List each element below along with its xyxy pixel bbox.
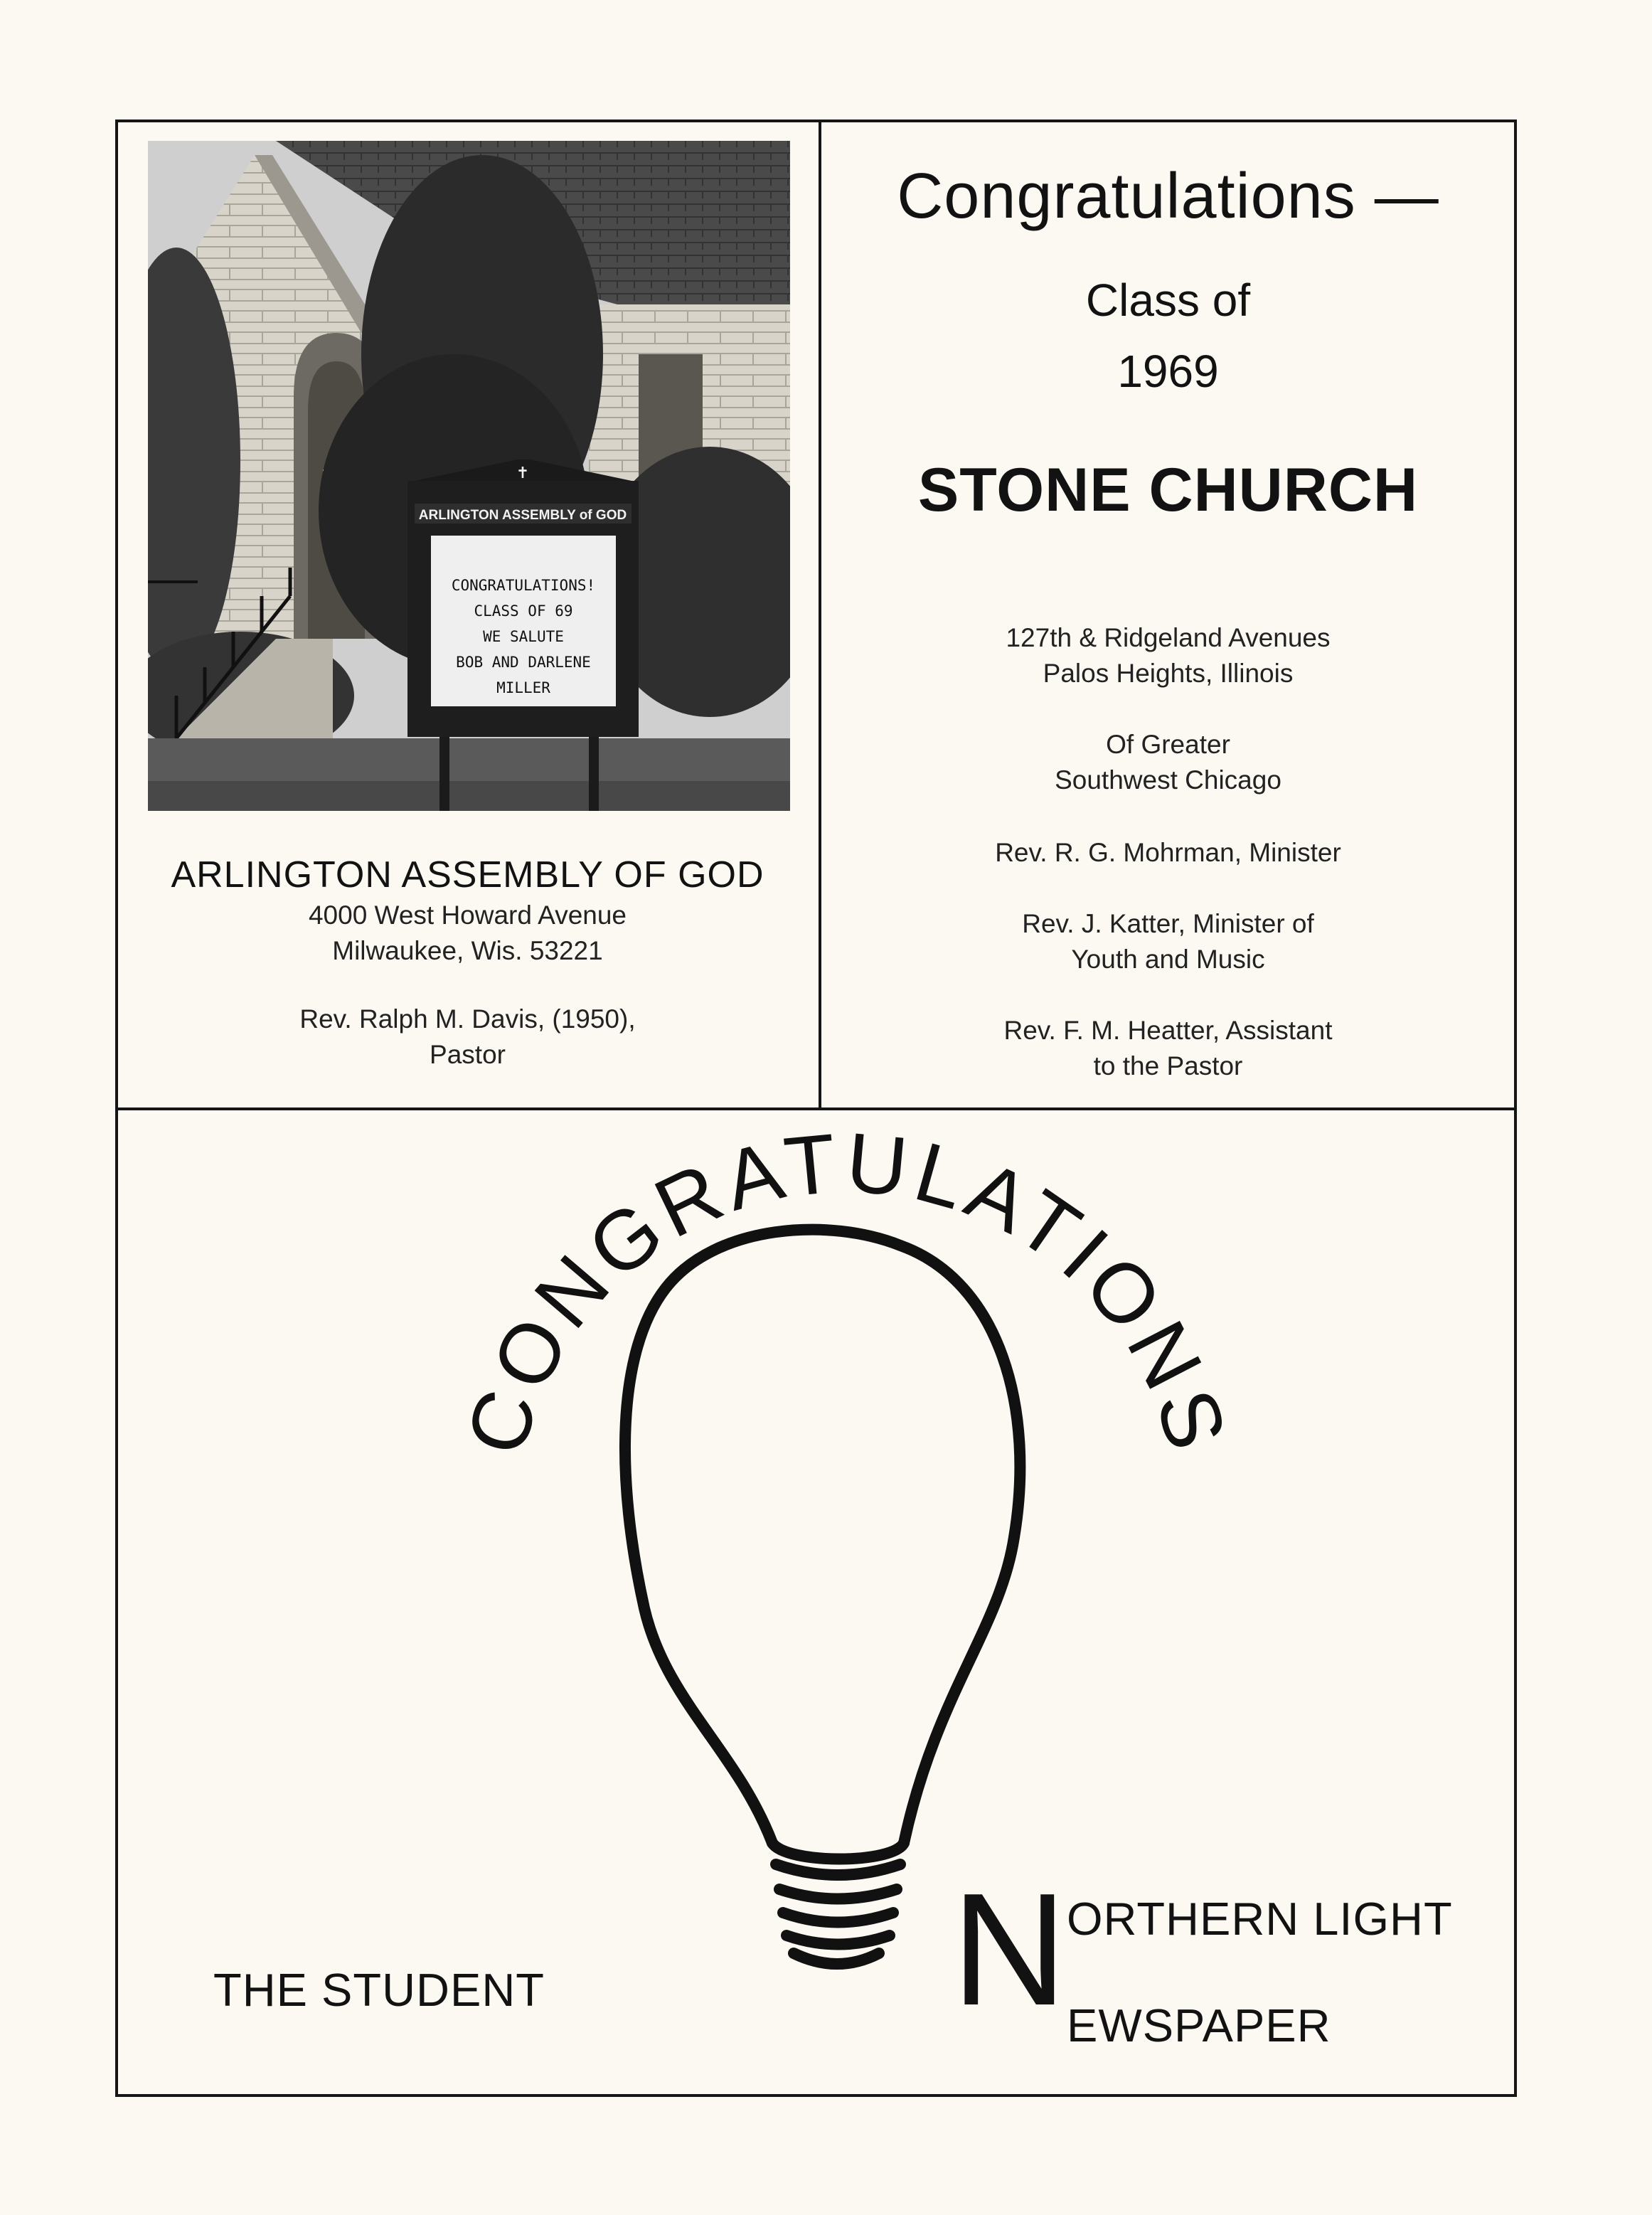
cross-icon: ✝ [516,464,530,482]
newspaper-ad-art [118,1110,1514,2094]
arlington-pastor-line2: Pastor [430,1040,506,1069]
congratulations-arc-text: CONGRATULATIONS [448,1115,1246,1465]
class-of-line: Class of [1085,275,1251,326]
sign-line: WE SALUTE [483,628,564,645]
stone-church-youth-line2: Youth and Music [1071,945,1265,974]
sign-line: MILLER [496,679,550,696]
northern-light-line2: EWSPAPER [1067,1999,1331,2051]
stone-church-assistant-line1: Rev. F. M. Heatter, Assistant [1003,1016,1333,1045]
class-year: 1969 [1117,346,1219,397]
stone-church-youth-line1: Rev. J. Katter, Minister of [1022,909,1314,938]
sign-header: ARLINGTON ASSEMBLY of GOD [418,508,627,523]
stone-church-region-line1: Of Greater [1106,730,1230,759]
stone-church-name: STONE CHURCH [917,456,1419,524]
stone-church-region-line2: Southwest Chicago [1055,765,1281,795]
arlington-pastor-line1: Rev. Ralph M. Davis, (1950), [299,1004,636,1034]
light-bulb-icon [625,1230,1020,1964]
northern-light-initial: N [952,1859,1067,2039]
the-student-text: THE STUDENT [213,1964,545,2016]
sign-line: BOB AND DARLENE [456,654,591,671]
stone-church-minister: Rev. R. G. Mohrman, Minister [995,838,1341,867]
arlington-name: ARLINGTON ASSEMBLY OF GOD [171,854,764,896]
sign-line: CLASS OF 69 [474,602,573,620]
stone-church-address-line1: 127th & Ridgeland Avenues [1006,623,1331,652]
stone-church-assistant-line2: to the Pastor [1093,1051,1243,1080]
northern-light-line1: ORTHERN LIGHT [1067,1893,1453,1945]
arlington-address-line2: Milwaukee, Wis. 53221 [332,936,603,965]
church-photo [148,141,790,811]
stone-church-address-line2: Palos Heights, Illinois [1043,659,1294,688]
sign-line: CONGRATULATIONS! [451,577,596,594]
arlington-address-line1: 4000 West Howard Avenue [308,901,627,930]
stone-church-headline: Congratulations — [897,161,1439,232]
